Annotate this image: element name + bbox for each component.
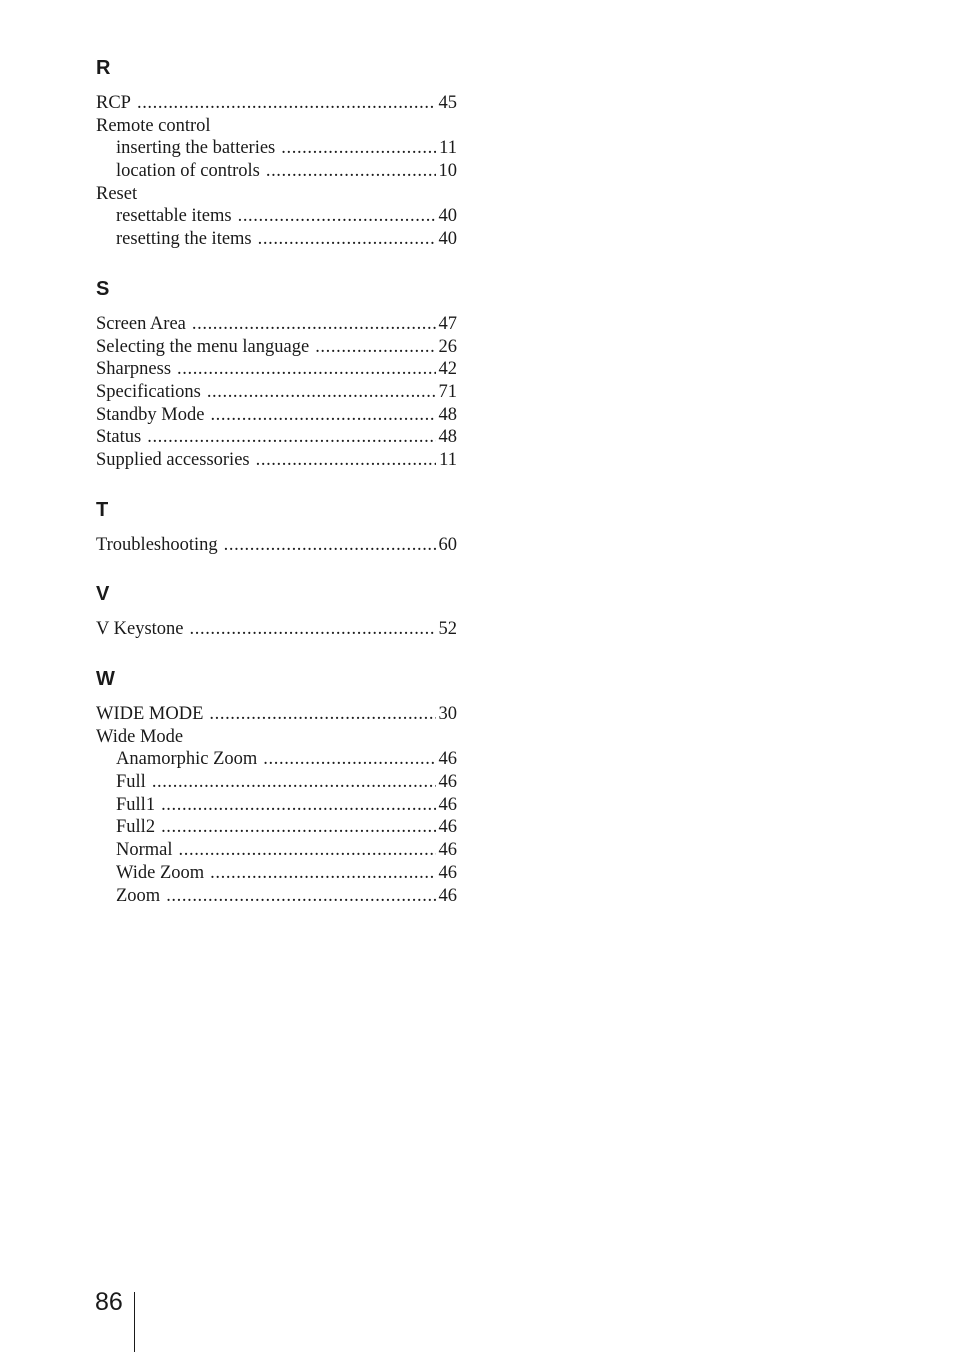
entry-term: Troubleshooting [96,534,218,555]
dot-leader [224,534,436,557]
dot-leader [192,313,436,336]
section-letter: V [96,583,110,606]
index-entry [96,534,457,557]
entry-page-number: 40 [438,206,457,227]
entry-page-number: 46 [438,862,457,883]
dot-leader [161,794,435,817]
entry-term: Full2 [116,817,156,838]
index-subentry [96,771,457,794]
dot-leader [263,748,435,771]
entry-term: Full1 [116,794,156,815]
page-footer [95,1288,133,1352]
index-subentry [96,816,457,839]
entry-term: resettable items [116,206,232,227]
index-entry [96,336,457,359]
index-entry [96,381,457,404]
index-entry [96,92,457,115]
dot-leader [238,205,436,228]
dot-leader [209,703,435,726]
entry-term: Full [116,772,146,793]
index-subentry [96,205,457,228]
entry-term: Screen Area [96,313,186,334]
index-entry [96,183,457,206]
index-column [96,56,457,933]
entry-term: Anamorphic Zoom [116,749,258,770]
index-subentry [96,885,457,908]
entry-page-number: 11 [439,138,457,159]
index-subentry [96,748,457,771]
entry-page-number: 60 [438,534,457,555]
entry-term: Remote control [96,115,211,136]
entry-page-number: 47 [438,313,457,334]
dot-leader [161,816,435,839]
page-number: 86 [95,1288,123,1316]
index-section-s [96,277,457,472]
entry-page-number: 26 [438,336,457,357]
entry-term: Wide Mode [96,726,184,747]
dot-leader [166,885,435,908]
dot-leader [315,336,435,359]
entry-term: Specifications [96,381,201,402]
index-section-r [96,56,457,251]
index-subentry [96,160,457,183]
entry-page-number: 48 [438,427,457,448]
index-section-t [96,498,457,557]
index-entry [96,404,457,427]
dot-leader [266,160,436,183]
index-entry [96,703,457,726]
entry-page-number: 30 [438,704,457,724]
index-section-w [96,667,457,907]
entry-page-number: 11 [439,449,457,470]
index-subentry [96,862,457,885]
dot-leader [210,862,435,885]
entry-term: Reset [96,183,138,204]
section-letter: W [96,668,115,690]
dot-leader [177,358,435,381]
index-entry [96,358,457,381]
entry-page-number: 52 [438,619,457,640]
entry-term: WIDE MODE [96,704,204,724]
entry-page-number: 45 [438,93,457,113]
index-subentry [96,137,457,160]
index-entry [96,426,457,449]
dot-leader [207,381,436,404]
dot-leader [137,92,436,115]
index-subentry [96,228,457,251]
entry-term: resetting the items [116,229,252,250]
entry-term: Selecting the menu language [96,336,310,357]
entry-page-number: 46 [438,840,457,861]
footer-divider [134,1292,135,1352]
section-letter: T [96,498,109,521]
dot-leader [256,449,437,472]
entry-term: Supplied accessories [96,449,250,470]
entry-page-number: 42 [438,359,457,380]
dot-leader [152,771,436,794]
entry-term: location of controls [116,161,260,182]
index-entry [96,726,457,749]
entry-term: Status [96,427,142,448]
section-letter: S [96,277,110,300]
dot-leader [190,618,436,641]
index-entry [96,313,457,336]
entry-page-number: 46 [438,817,457,838]
index-section-v [96,582,457,641]
entry-page-number: 46 [438,772,457,793]
entry-page-number: 46 [438,794,457,815]
entry-term: Zoom [116,885,161,906]
entry-page-number: 71 [438,381,457,402]
entry-term: inserting the batteries [116,138,276,159]
dot-leader [281,137,436,160]
dot-leader [147,426,435,449]
entry-page-number: 46 [438,749,457,770]
index-subentry [96,794,457,817]
index-subentry [96,839,457,862]
entry-page-number: 10 [438,161,457,182]
entry-page-number: 48 [438,404,457,425]
dot-leader [179,839,436,862]
entry-page-number: 40 [438,229,457,250]
entry-term: Normal [116,840,173,861]
entry-term: Sharpness [96,359,172,380]
entry-term: RCP [96,93,131,113]
entry-term: Standby Mode [96,404,205,425]
index-entry [96,115,457,138]
section-letter: R [96,57,111,79]
index-entry [96,449,457,472]
dot-leader [258,228,436,251]
dot-leader [210,404,435,427]
entry-term: V Keystone [96,619,184,640]
entry-term: Wide Zoom [116,862,205,883]
entry-page-number: 46 [438,885,457,906]
index-entry [96,618,457,641]
